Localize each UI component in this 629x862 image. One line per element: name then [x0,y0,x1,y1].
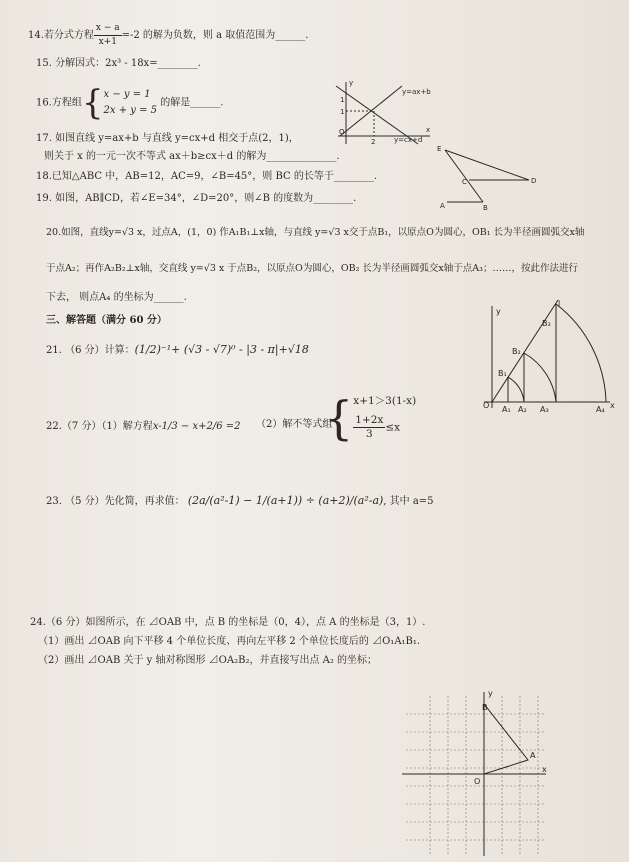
fig16-y-tick-1: 1 [340,108,345,116]
figure-20-arcs [478,298,618,413]
fig20-label-y: y [496,307,501,316]
fig20-label-a1: A₁ [502,405,511,414]
fig24-gridlines [406,696,546,856]
fig20-arc-3 [556,304,606,402]
q16-post: 的解是______. [160,97,224,109]
fig16-axis-y-label: y [349,79,354,87]
q14-numerator: x − a [94,22,122,36]
q16-system [104,87,158,119]
q22-ineq2-frac [353,414,385,441]
q14-post: =-2 的解为负数，则 a 取值范围为______. [121,30,309,41]
q14-pre: 14.若分式方程 [28,30,94,41]
figure-16-lines [330,78,440,148]
fig20-label-l: l [558,299,561,308]
fig20-arc-1 [508,377,524,402]
q16-pre: 16.方程组 [36,97,82,109]
question-19: 19. 如图，AB∥CD，若∠E=34°，∠D=20°，则∠B 的度数为________. [36,193,357,204]
figure-19-parallel [435,140,545,212]
q22-ineq2-num: 1+2x [355,414,384,426]
fig20-label-b1: B₁ [498,369,507,378]
fig24-label-a: A [530,751,536,760]
q16-eq1: x − y = 1 [103,89,151,100]
q23-pre: 23. （5 分）先化简，再求值： [46,496,185,507]
fig24-label-o: O [474,777,481,786]
fig20-arc-2 [524,353,556,402]
q21-expression: (1/2)⁻¹+ (√3 - √7)⁰ - |3 - π|+√18 [134,343,309,356]
fig24-label-y: y [488,689,493,698]
question-20-line2: 于点A₂；再作A₂B₂⊥x轴，交直线 y=√3 x 于点B₂，以原点O为圆心，OB₂ 长为半径画圆弧交x轴于点A₃；……，按此作法进行 [46,263,578,274]
fig20-line-l [492,299,561,402]
fig20-label-x: x [610,401,615,410]
q16-eq2: 2x + y = 5 [103,105,158,116]
fig24-label-x: x [542,765,547,774]
fig19-label-e: E [437,145,442,153]
fig24-label-b: B [482,703,488,712]
question-20-line3: 下去， 则点A₄ 的坐标为______. [46,292,187,303]
q22-ineqs [353,395,416,441]
q21-pre: 21. （6 分）计算： [46,345,135,356]
fig19-label-a: A [440,202,445,210]
question-24-line1: 24.（6 分）如图所示，在 ⊿OAB 中，点 B 的坐标是（0，4），点 A 的坐标是（3，1）. [30,617,426,628]
q22-pre: 22.（7 分）（1）解方程 [46,421,153,432]
q22-brace: { [324,391,354,445]
question-18: 18.已知△ABC 中，AB=12，AC=9，∠B=45°，则 BC 的长等于________. [36,171,378,182]
fig16-axis-x-label: x [426,126,431,134]
question-22-part2-label: （2）解不等式组 [256,419,333,430]
q22-ineq2-tail: ≤x [385,421,401,434]
fig20-label-a3: A₃ [540,405,549,414]
fig20-label-b2: B₂ [512,347,521,356]
question-23: 23. （5 分）先化简，再求值： (2a/(a²-1) − 1/(a+1)) ÷ (a+2)/(a²-a), 其中 a=5 [46,494,434,507]
q22-ineq2-den: 3 [365,428,373,440]
fig16-line-cx-d [340,86,402,136]
fig20-label-o: O [483,401,490,410]
fig20-label-a4: A₄ [596,405,605,414]
q22-ineq1: x+1＞3(1-x) [353,395,417,407]
figure-24-grid [396,688,566,858]
question-16 [36,83,224,123]
fig24-triangle-oab [484,704,528,774]
fig16-origin-label: O [339,128,345,136]
fig19-label-c: C [462,178,467,186]
fig20-label-a2: A₂ [518,405,527,414]
q16-brace: { [81,83,104,123]
section-3-heading: 三、解答题（满分 60 分） [46,315,167,326]
question-24-line3: （2）画出 ⊿OAB 关于 y 轴对称图形 ⊿OA₂B₂，并直接写出点 A₂ 的坐标； [38,655,378,666]
q22-equation: x-1/3 − x+2/6 =2 [152,421,241,432]
fig16-label-ax-b: y=ax+b [402,88,431,96]
fig20-label-b3: B₃ [542,319,551,328]
q14-denominator: x+1 [98,37,117,47]
fig19-line-eb [445,150,483,202]
fig16-x-tick-2: 2 [371,138,376,146]
fig19-label-d: D [531,177,537,185]
q23-post: 其中 a=5 [389,496,434,507]
question-21 [46,343,309,357]
question-24-line2: （1）画出 ⊿OAB 向下平移 4 个单位长度、再向左平移 2 个单位长度后的 ⊿O₁A₁B₁. [38,636,421,647]
question-14 [28,22,308,49]
question-22-part1 [46,420,241,433]
question-20-line1: 20.如图，直线y=√3 x，过点A，(1，0) 作A₁B₁⊥x轴，与直线 y=√3 x交于点B₁，以原点O为圆心，OB₁ 长为半径画圆弧交x轴 [46,227,585,238]
q23-expression: (2a/(a²-1) − 1/(a+1)) ÷ (a+2)/(a²-a) [187,494,384,507]
fig16-y-tick-2: 1 [340,96,345,104]
fig16-label-cx-d: y=cx+d [394,136,423,144]
question-22-system [324,391,417,445]
question-15: 15. 分解因式：2x³ - 18x=________. [36,58,201,69]
fig19-line-ed [445,150,529,180]
question-17-line1: 17. 如图直线 y=ax+b 与直线 y=cx+d 相交于点(2，1)， [36,133,299,144]
question-17-line2: 则关于 x 的一元一次不等式 ax＋b≥cx＋d 的解为______________. [44,151,340,162]
q14-fraction [94,22,122,49]
fig19-label-b: B [483,204,488,212]
